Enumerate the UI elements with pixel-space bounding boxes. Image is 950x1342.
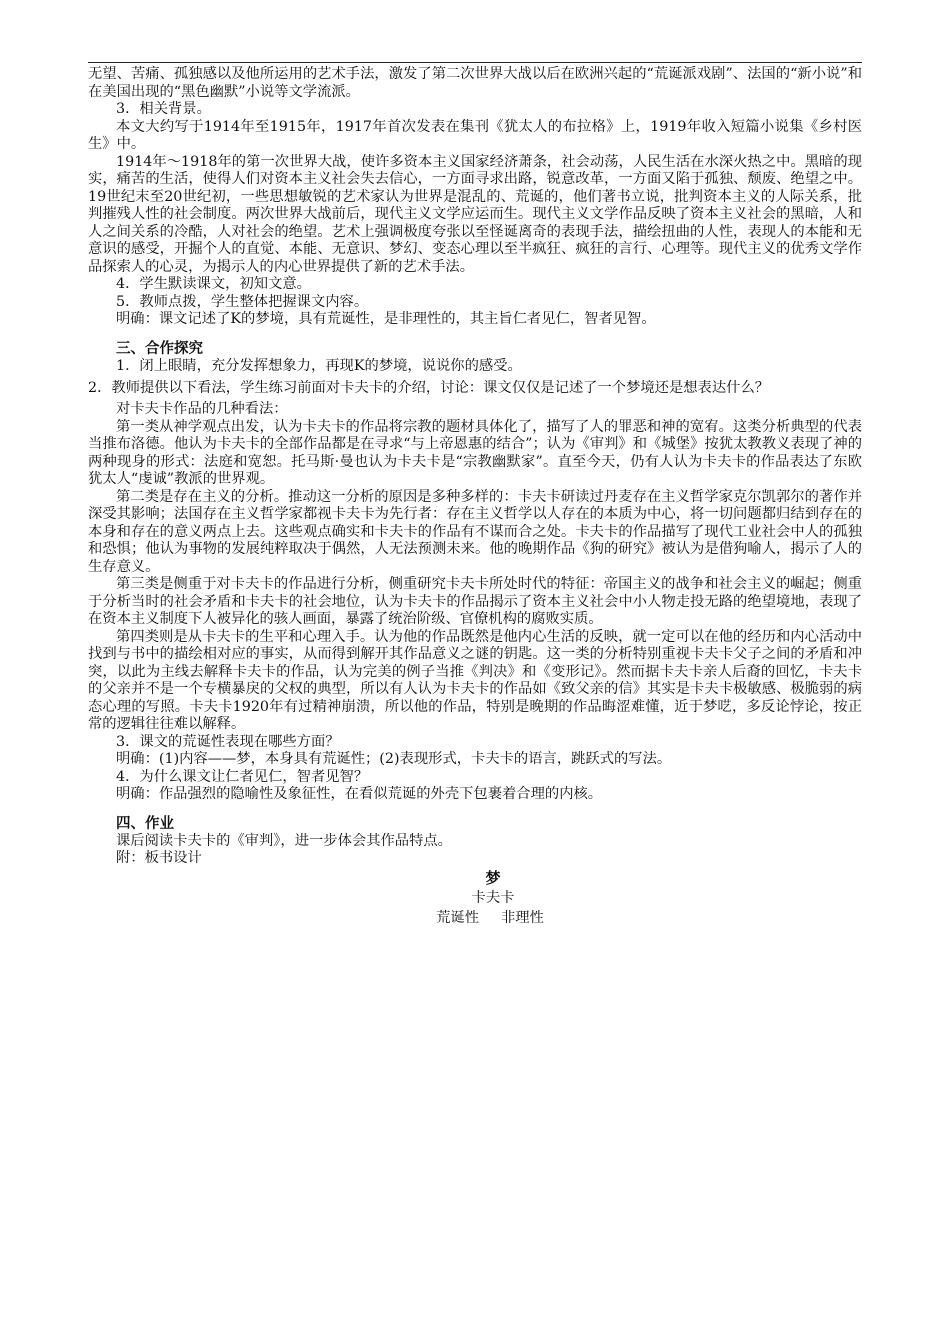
- section-heading-homework: 四、作业: [116, 815, 174, 832]
- view-existentialist: 第二类是存在主义的分析。推动这一分析的原因是多种多样的：卡夫卡研读过丹麦存在主义哲学家克尔凯郭尔的著作并深受其影响；法国存在主义哲学家都视卡夫卡为先行者：存在主义哲学以人存在的本质为中心，将一切问题都归结到存在的本身和存在的意义两点上去。这些观点确实和卡夫卡的作品有不谋而合之处。卡夫卡的作品描写了现代工业社会中人的孤独和恐惧；他认为事物的发展纯粹取决于偶然，人无法预测未来。他的晚期作品《狗的研究》被认为是借狗喻人，揭示了人的生存意义。: [88, 488, 862, 575]
- item-teacher-guidance: 5．教师点拨，学生整体把握课文内容。: [116, 293, 369, 310]
- answer-3: 明确：(1)内容——梦，本身具有荒诞性；(2)表现形式，卡夫卡的语言，跳跃式的写法。: [116, 751, 672, 767]
- paragraph-intro-continued: 无望、苦痛、孤独感以及他所运用的艺术手法，激发了第二次世界大战以后在欧洲兴起的“荒诞派戏剧”、法国的“新小说”和在美国出现的“黑色幽默”小说等文学流派。: [88, 66, 862, 100]
- question-2: 2．教师提供以下看法，学生练习前面对卡夫卡的介绍，讨论：课文仅仅是记述了一个梦境还是想表达什么？: [88, 380, 770, 396]
- homework-text: 课后阅读卡夫卡的《审判》，进一步体会其作品特点。: [116, 832, 452, 849]
- board-keywords: [88, 908, 862, 928]
- views-intro: 对卡夫卡作品的几种看法：: [116, 401, 288, 417]
- question-4: 4．为什么课文让仁者见仁，智者见智？: [116, 768, 369, 785]
- section-heading-cooperative-inquiry: 三、合作探究: [116, 340, 203, 357]
- paragraph-writing-date: 本文大约写于1914年至1915年，1917年首次发表在集刊《犹太人的布拉格》上，1919年收入短篇小说集《乡村医生》中。: [88, 118, 862, 152]
- appendix-label: 附：板书设计: [116, 850, 202, 866]
- document-body: [88, 66, 862, 928]
- board-title: 梦: [485, 868, 501, 887]
- view-theological: 第一类从神学观点出发，认为卡夫卡的作品将宗教的题材具体化了，描写了人的罪恶和神的宽宥。这类分析典型的代表当推布洛德。他认为卡夫卡的全部作品都是在寻求“与上帝恩惠的结合”；认为《审判》和《城堡》按犹太教教义表现了神的两种现身的形式：法庭和宽恕。托马斯·曼也认为卡夫卡是“宗教幽默家”。直至今天，仍有人认为卡夫卡的作品表达了东欧犹太人“虔诚”教派的世界观。: [88, 418, 862, 487]
- paragraph-clarification: 明确：课文记述了K的梦境，具有荒诞性，是非理性的，其主旨仁者见仁，智者见智。: [116, 311, 656, 327]
- question-3: 3．课文的荒诞性表现在哪些方面？: [116, 733, 340, 750]
- board-keyword-absurdity: 荒诞性: [436, 909, 479, 926]
- item-background: 3．相关背景。: [116, 101, 211, 117]
- paragraph-historical-context: 1914年～1918年的第一次世界大战，使许多资本主义国家经济萧条，社会动荡，人民生活在水深火热之中。黑暗的现实，痛苦的生活，使得人们对资本主义社会失去信心，一方面寻求出路，锐意改革，一方面又陷于孤独、颓废、绝望之中。19世纪末至20世纪初，一些思想敏锐的艺术家认为世界是混乱的、荒诞的，他们著书立说，批判资本主义的人际关系，批判摧残人性的社会制度。两次世界大战前后，现代主义文学应运而生。现代主义文学作品反映了资本主义社会的黑暗，人和人之间关系的冷酷，人对社会的绝望。艺术上强调极度夸张以至怪诞离奇的表现手法，描绘扭曲的人性，表现人的本能和无意识的感受，开掘个人的直觉、本能、无意识、梦幻、变态心理以至半疯狂、疯狂的言行、心理等。现代主义的优秀文学作品探索人的心灵，为揭示人的内心世界提供了新的艺术手法。: [88, 153, 862, 275]
- board-author: 卡夫卡: [471, 889, 515, 906]
- item-silent-reading: 4．学生默读课文，初知文意。: [116, 276, 311, 292]
- blackboard-design: [88, 868, 862, 928]
- header-rule: [88, 62, 862, 63]
- answer-4: 明确：作品强烈的隐喻性及象征性，在看似荒诞的外壳下包裹着合理的内核。: [116, 786, 603, 802]
- view-biographical: 第四类则是从卡夫卡的生平和心理入手。认为他的作品既然是他内心生活的反映，就一定可以在他的经历和内心活动中找到与书中的描绘相对应的事实，从而得到解开其作品意义之谜的钥匙。这一类的分析特别重视卡夫卡父子之间的矛盾和冲突，以此为主线去解释卡夫卡的作品，认为完美的例子当推《判决》和《变形记》。然而据卡夫卡亲人后裔的回忆，卡夫卡的父亲并不是一个专横暴戾的父权的典型，所以有人认为卡夫卡的作品如《致父亲的信》其实是卡夫卡极敏感、极脆弱的病态心理的写照。卡夫卡1920年有过精神崩溃，所以他的作品，特别是晚期的作品晦涩难懂，近于梦呓，多反论悖论，按正常的逻辑往往难以解释。: [88, 628, 862, 732]
- board-keyword-irrationality: 非理性: [501, 909, 544, 926]
- question-1: 1．闭上眼睛，充分发挥想象力，再现K的梦境，说说你的感受。: [116, 357, 522, 374]
- view-social: 第三类是侧重于对卡夫卡的作品进行分析，侧重研究卡夫卡所处时代的特征：帝国主义的战争和社会主义的崛起；侧重于分析当时的社会矛盾和卡夫卡的社会地位，认为卡夫卡的作品揭示了资本主义社会中小人物走投无路的绝望境地，表现了在资本主义制度下人被异化的骇人画面，暴露了统治阶级、官僚机构的腐败实质。: [88, 576, 862, 627]
